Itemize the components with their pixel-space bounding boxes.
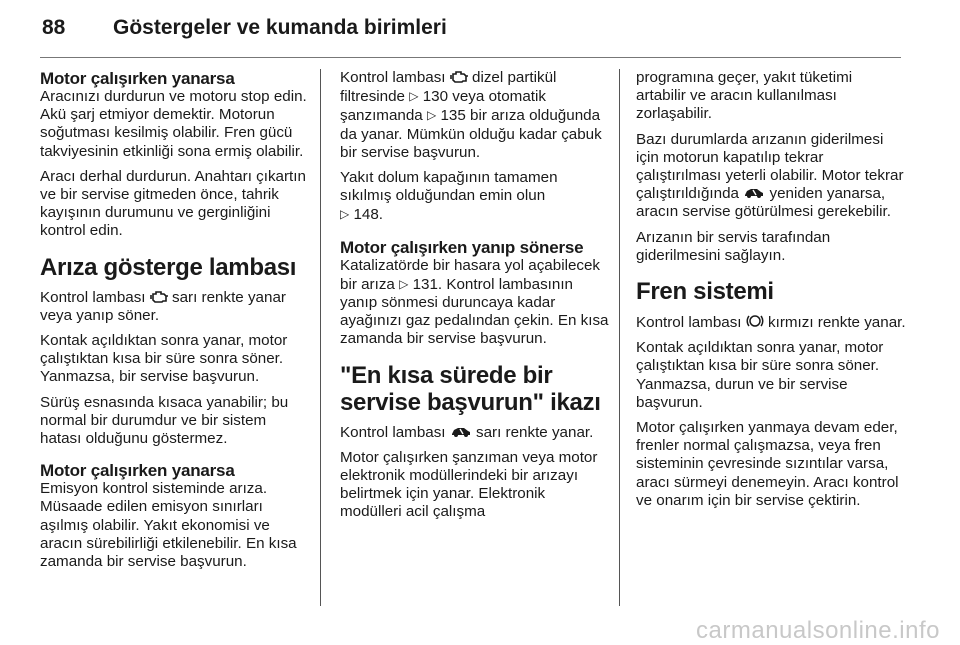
heading-malfunction-lamp: Arıza gösterge lambası bbox=[40, 253, 297, 281]
car-service-icon bbox=[743, 186, 765, 200]
paragraph: Bazı durumlarda arızanın giderilmesi için motorun kapatılıp tekrar çalıştırılması yeterli olabilir. Motor tekrar çalıştırıldığında yeniden yanarsa, aracın servise götürülmesi gerekebilir. bbox=[636, 130, 904, 221]
column-divider-2 bbox=[619, 69, 620, 606]
paragraph: Arızanın bir servis tarafından giderilmesini sağlayın. bbox=[636, 228, 831, 264]
heading-flashing: Motor çalışırken yanıp sönerse bbox=[340, 237, 584, 257]
page-reference-arrow-icon: ▷ bbox=[409, 89, 419, 104]
paragraph: Motor çalışırken yanmaya devam eder, frenler normal çalışmazsa, veya fren sisteminin çevresinde sızıntılar varsa, aracı sürmeyi denemeyin. Aracı kontrol ve onarım için bir servise çektirin. bbox=[636, 419, 899, 509]
heading-running-1: Motor çalışırken yanarsa bbox=[40, 69, 235, 88]
paragraph: Kontrol lambası sarı renkte yanar. bbox=[340, 423, 594, 441]
paragraph: Kontrol lambası kırmızı renkte yanar. bbox=[636, 314, 906, 332]
heading-running-2: Motor çalışırken yanarsa bbox=[40, 461, 235, 481]
page-title: Göstergeler ve kumanda birimleri bbox=[113, 16, 447, 39]
paragraph: Sürüş esnasında kısaca yanabilir; bu normal bir durumdur ve bir sistem hatası olduğunu göstermez. bbox=[40, 393, 289, 448]
column-divider-1 bbox=[320, 69, 321, 606]
paragraph: Yakıt dolum kapağının tamamen sıkılmış olduğundan emin olun ▷ 148. bbox=[340, 169, 558, 224]
engine-warning-icon bbox=[150, 290, 168, 304]
watermark: carmanualsonline.info bbox=[696, 617, 940, 644]
page-number: 88 bbox=[42, 16, 66, 39]
paragraph: Emisyon kontrol sisteminde arıza. Müsaade edilen emisyon sınırları aşılmış olabilir. Yakıt ekonomisi ve aracın sürebilirliği etkilenebilir. En kısa zamanda bir servise başvurun. bbox=[40, 480, 297, 571]
paragraph: Aracınızı durdurun ve motoru stop edin. Akü şarj etmiyor demektir. Motorun soğutması kesilmiş olabilir. Fren gücü takviyesinin etkinliği sona ermiş olabilir. bbox=[40, 88, 307, 160]
paragraph: Kontak açıldıktan sonra yanar, motor çalıştıktan kısa bir süre sonra söner. Yanmazsa, bir servise başvurun. bbox=[40, 332, 288, 386]
column-3 bbox=[636, 69, 906, 517]
paragraph: Katalizatörde bir hasara yol açabilecek bir arıza ▷ 131. Kontrol lambasının yanıp sönmesi duruncaya kadar ayağınızı gaz pedalından çekin. En kısa zamanda bir servise başvurun. bbox=[340, 256, 609, 348]
heading-brake-system: Fren sistemi bbox=[636, 278, 774, 306]
paragraph: Motor çalışırken şanzıman veya motor elektronik modüllerindeki bir arızayı belirtmek için yanar. Elektronik modülleri acil çalışma bbox=[340, 448, 598, 521]
page-reference-arrow-icon: ▷ bbox=[340, 207, 350, 222]
paragraph: Kontrol lambası dizel partikül filtresinde ▷ 130 veya otomatik şanzımanda ▷ 135 bir arıza olduğunda da yanar. Mümkün olduğu kadar çabuk bir servise başvurun. bbox=[340, 69, 602, 161]
header-divider bbox=[40, 57, 901, 58]
column-1 bbox=[40, 69, 310, 578]
heading-service-warning: "En kısa sürede bir servise başvurun" ikazı bbox=[340, 361, 601, 416]
paragraph: Kontrol lambası sarı renkte yanar veya yanıp söner. bbox=[40, 288, 286, 324]
page-reference-arrow-icon: ▷ bbox=[399, 276, 409, 291]
page-reference-arrow-icon: ▷ bbox=[426, 108, 437, 123]
engine-warning-icon bbox=[450, 70, 468, 84]
paragraph: Kontak açıldıktan sonra yanar, motor çalıştıktan kısa bir süre sonra söner. Yanmazsa, durun ve bir servise başvurun. bbox=[636, 339, 884, 411]
car-service-icon bbox=[450, 425, 472, 439]
brake-warning-icon bbox=[746, 313, 764, 329]
paragraph: programına geçer, yakıt tüketimi artabilir ve aracın kullanılması zorlaşabilir. bbox=[636, 69, 853, 123]
column-2 bbox=[340, 69, 610, 529]
paragraph: Aracı derhal durdurun. Anahtarı çıkartın ve bir servise gitmeden önce, tahrik kayışının durumunu ve gerginliğini kontrol edin. bbox=[40, 167, 306, 240]
